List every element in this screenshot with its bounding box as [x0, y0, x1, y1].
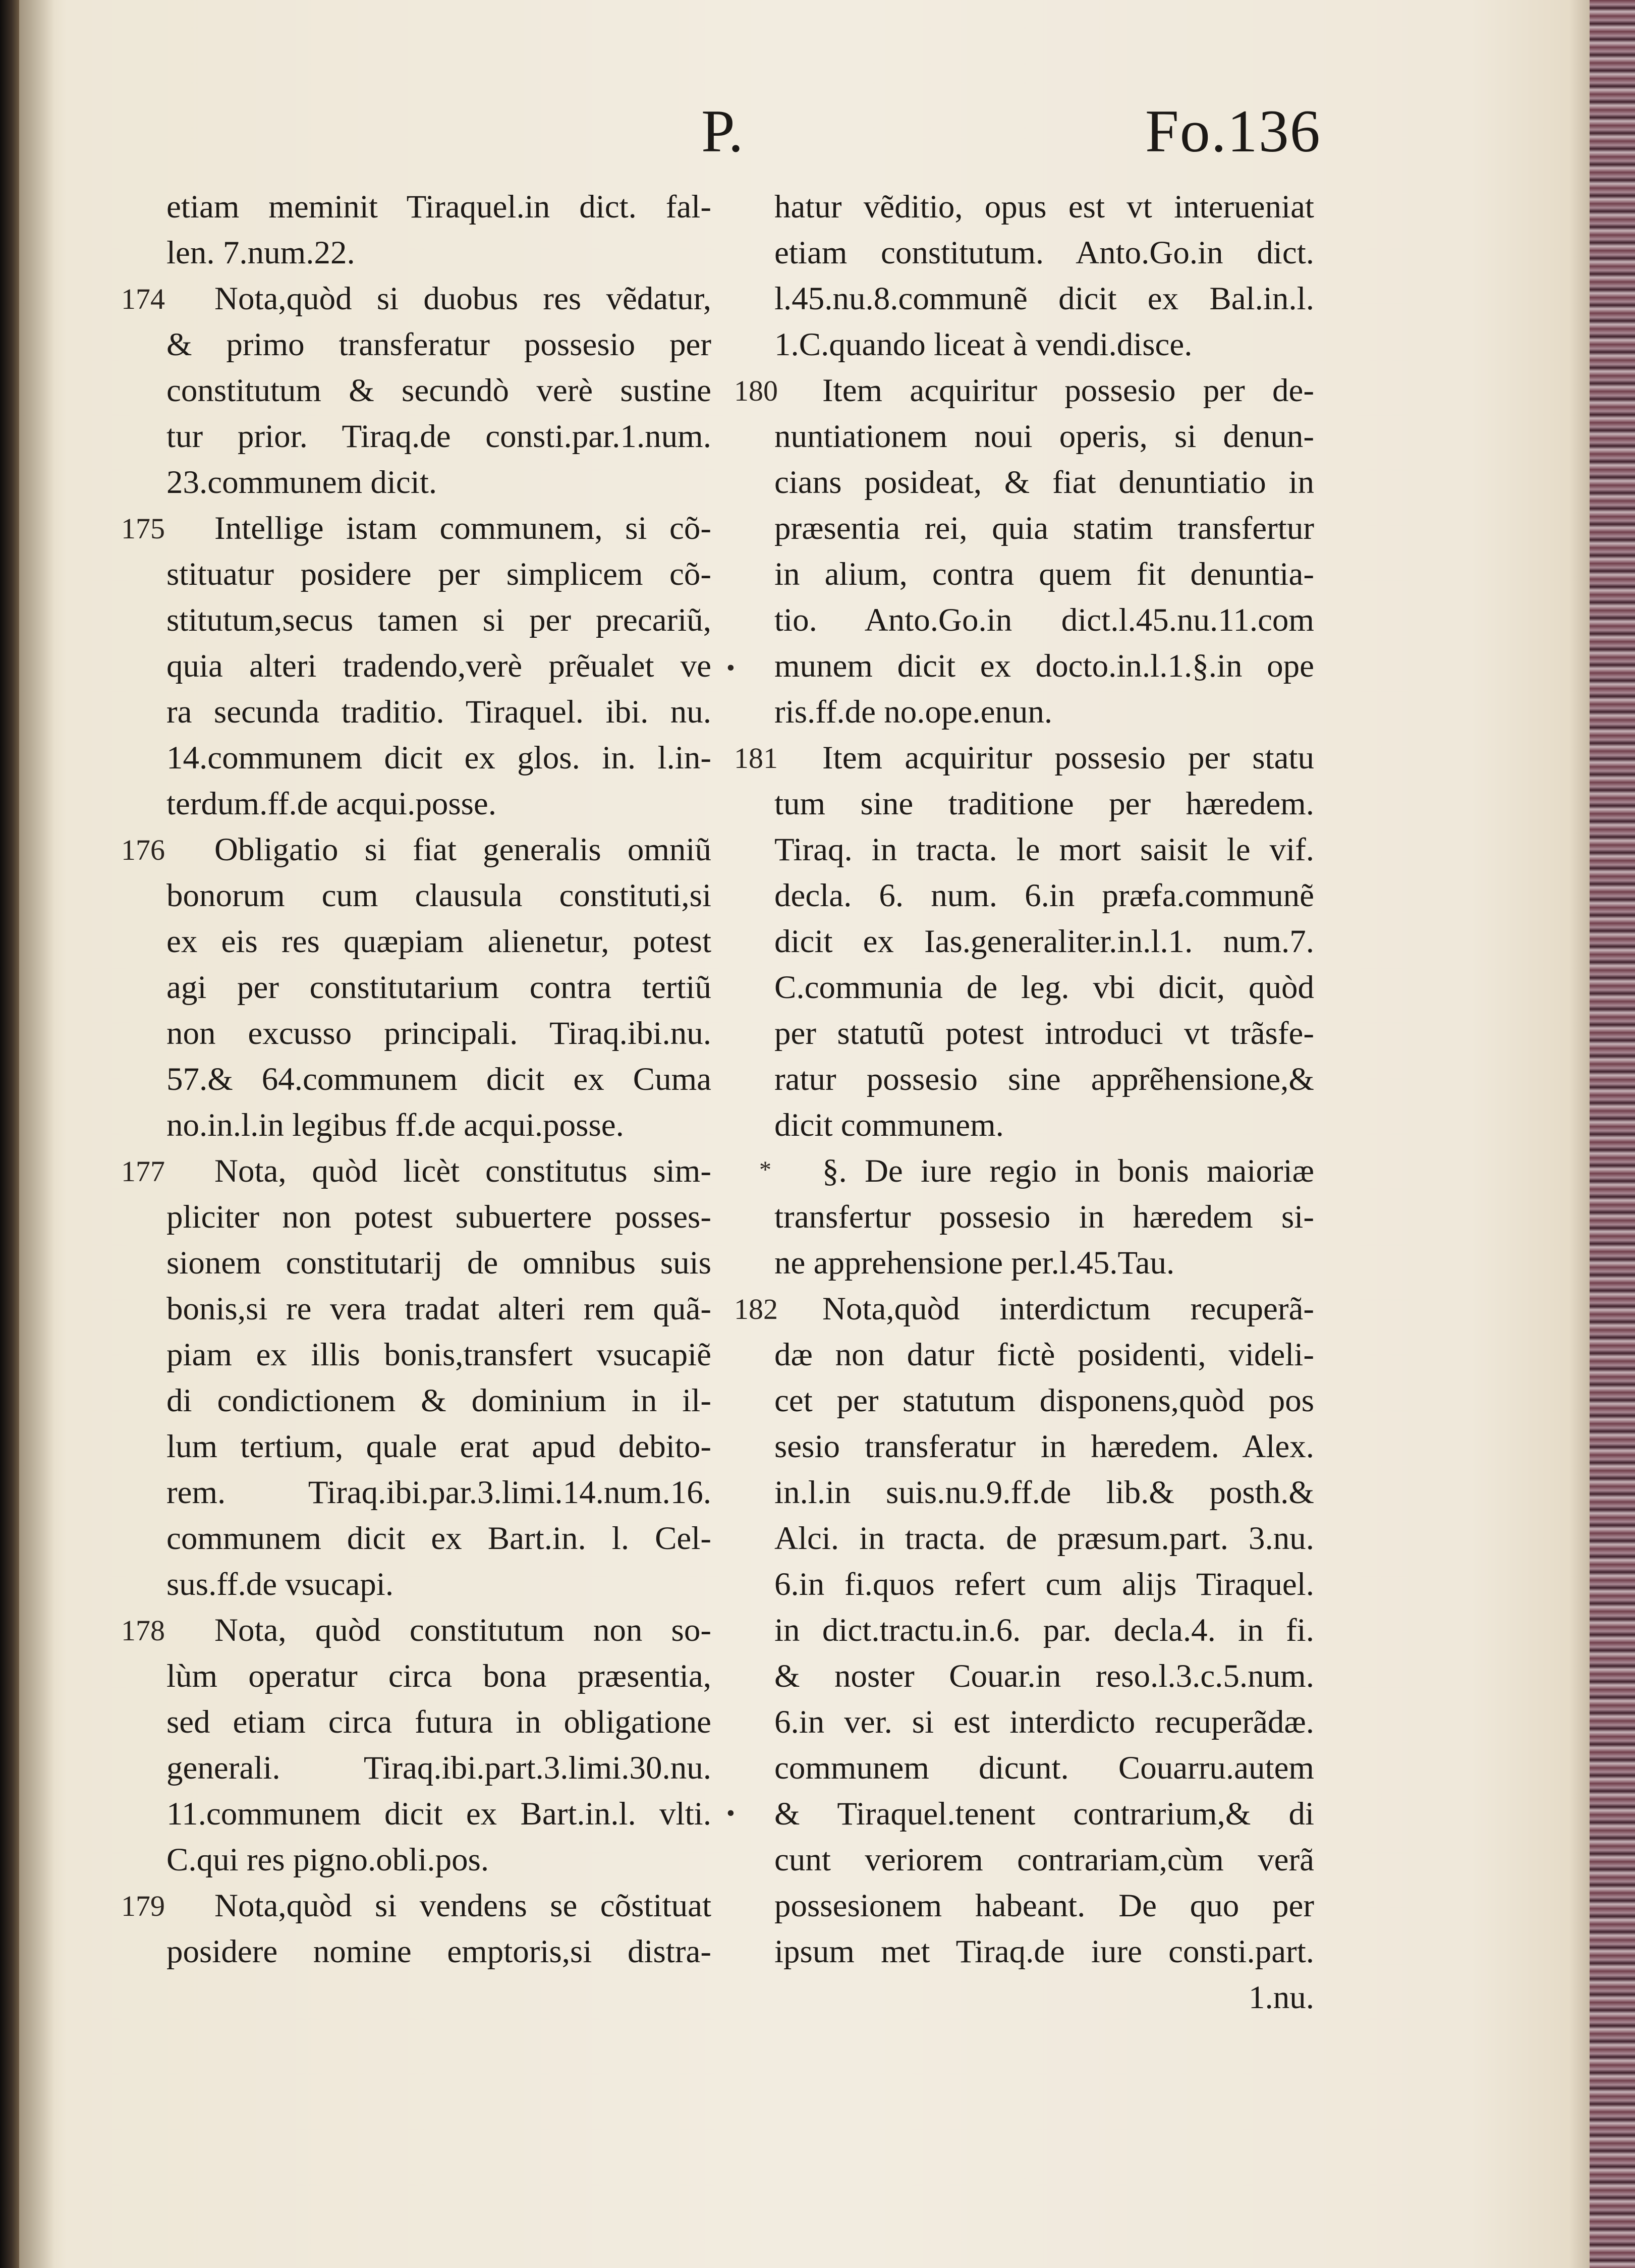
page-edge-shadow [1569, 0, 1590, 2268]
text-line [774, 1791, 1314, 1837]
line-text: tio. Anto.Go.in dict.l.45.nu.11.com [774, 602, 1314, 638]
line-text: cunt veriorem contrariam,cùm verã [774, 1842, 1314, 1878]
text-line [774, 1194, 1314, 1240]
text-line [166, 1745, 711, 1791]
line-text: bonorum cum clausula constituti,si [166, 877, 711, 914]
text-line [774, 414, 1314, 460]
paragraph-number: 175 [121, 512, 165, 545]
text-line [121, 1608, 711, 1653]
line-text: præsentia rei, quia statim transfertur [774, 510, 1314, 546]
line-text: dæ non datur fictè posidenti, videli- [774, 1337, 1314, 1373]
marginal-asterisk: • [726, 1800, 735, 1827]
text-line [166, 460, 711, 506]
line-text: ris.ff.de no.ope.enun. [774, 694, 1053, 730]
text-line [774, 1562, 1314, 1608]
line-text: piam ex illis bonis,transfert vsucapiẽ [166, 1337, 711, 1373]
text-line [166, 643, 711, 689]
gutter-shadow [19, 0, 54, 2268]
text-line [166, 781, 711, 827]
line-text: agi per constitutarium contra tertiũ [166, 969, 711, 1006]
text-line [166, 1240, 711, 1286]
line-text: 57.& 64.communem dicit ex Cuma [166, 1061, 711, 1097]
paragraph-number: 177 [121, 1155, 165, 1188]
line-text: bonis,si re vera tradat alteri rem quã- [166, 1291, 711, 1327]
line-text: 6.in fi.quos refert cum alijs Tiraquel. [774, 1566, 1314, 1602]
text-line [166, 735, 711, 781]
line-text: Item acquiritur possesio per statu [822, 740, 1314, 776]
line-text: Nota,quòd interdictum recuperã- [822, 1291, 1314, 1327]
text-line [774, 781, 1314, 827]
right-text-column [734, 184, 1314, 2021]
line-text: cet per statutum disponens,quòd pos [774, 1382, 1314, 1419]
line-text: Nota,quòd si vendens se cõstituat [214, 1888, 711, 1924]
line-text: ex eis res quæpiam alienetur, potest [166, 923, 711, 960]
text-line [166, 414, 711, 460]
paragraph-number: 180 [734, 374, 778, 407]
line-text: Intellige istam communem, si cõ- [214, 510, 711, 546]
text-line [166, 184, 711, 230]
marginal-asterisk: • [726, 654, 735, 681]
line-text: per statutũ potest introduci vt trãsfe- [774, 1015, 1314, 1052]
line-text: 1.C.quando liceat à vendi.disce. [774, 326, 1193, 363]
folio-number: Fo.136 [1145, 97, 1321, 164]
left-text-column [121, 184, 711, 1975]
text-line [774, 919, 1314, 965]
text-line [166, 1516, 711, 1562]
line-text: stitutum,secus tamen si per precariũ, [166, 602, 711, 638]
text-line [121, 1148, 711, 1194]
text-line [166, 1653, 711, 1699]
text-line [121, 1883, 711, 1929]
line-text: etiam meminit Tiraquel.in dict. fal- [166, 189, 711, 225]
line-text: non excusso principali. Tiraq.ibi.nu. [166, 1015, 711, 1052]
text-line [774, 1424, 1314, 1470]
running-head-letter: P. [701, 97, 744, 164]
text-line [774, 1883, 1314, 1929]
text-line [774, 965, 1314, 1011]
line-text: l.45.nu.8.communẽ dicit ex Bal.in.l. [774, 281, 1314, 317]
text-line [166, 1699, 711, 1745]
text-line [774, 1470, 1314, 1516]
line-text: tum sine traditione per hæredem. [774, 786, 1314, 822]
line-text: & Tiraquel.tenent contrarium,& di [774, 1796, 1314, 1832]
line-text: Item acquiritur possesio per de- [822, 372, 1314, 409]
line-text: sed etiam circa futura in obligatione [166, 1704, 711, 1740]
text-line [166, 1194, 711, 1240]
text-line [774, 689, 1314, 735]
line-text: Tiraq. in tracta. le mort saisit le vif. [774, 832, 1314, 868]
line-text: in alium, contra quem fit denuntia- [774, 556, 1314, 592]
text-line [774, 1102, 1314, 1148]
line-text: stituatur posidere per simplicem cõ- [166, 556, 711, 592]
text-line [734, 1286, 1314, 1332]
line-text: cians posideat, & fiat denuntiatio in [774, 464, 1314, 501]
text-line [166, 873, 711, 919]
paragraph-number: 181 [734, 742, 778, 775]
text-line [774, 551, 1314, 597]
text-line [121, 506, 711, 551]
line-text: communem dicunt. Couarru.autem [774, 1750, 1314, 1786]
line-text: sionem constitutarij de omnibus suis [166, 1245, 711, 1281]
line-text: & noster Couar.in reso.l.3.c.5.num. [774, 1658, 1314, 1694]
text-line [774, 1516, 1314, 1562]
text-line [774, 643, 1314, 689]
text-line [774, 1745, 1314, 1791]
line-text: di condictionem & dominium in il- [166, 1382, 711, 1419]
line-text: 11.communem dicit ex Bart.in.l. vlti. [166, 1796, 711, 1832]
text-line [166, 1057, 711, 1102]
binding-edge [0, 0, 19, 2268]
text-line [166, 1929, 711, 1975]
line-text: no.in.l.in legibus ff.de acqui.posse. [166, 1107, 624, 1143]
paragraph-number: 178 [121, 1614, 165, 1647]
line-text: generali. Tiraq.ibi.part.3.limi.30.nu. [166, 1750, 711, 1786]
line-text: dicit communem. [774, 1107, 1004, 1143]
line-text: rem. Tiraq.ibi.par.3.limi.14.num.16. [166, 1474, 711, 1511]
line-text: lùm operatur circa bona præsentia, [166, 1658, 711, 1694]
fore-edge [1590, 0, 1635, 2268]
text-line [121, 827, 711, 873]
paragraph-number: 182 [734, 1293, 778, 1325]
line-text: & primo transferatur possesio per [166, 326, 711, 363]
text-line [166, 322, 711, 368]
line-text: pliciter non potest subuertere posses- [166, 1199, 711, 1235]
text-line [774, 597, 1314, 643]
text-line [121, 276, 711, 322]
text-line [166, 1424, 711, 1470]
text-line [774, 276, 1314, 322]
text-line [166, 1332, 711, 1378]
text-line [166, 1791, 711, 1837]
line-text: 6.in ver. si est interdicto recuperãdæ. [774, 1704, 1314, 1740]
text-line [166, 965, 711, 1011]
text-line [774, 1837, 1314, 1883]
text-line [774, 1011, 1314, 1057]
text-line [166, 597, 711, 643]
text-line [774, 1148, 1314, 1194]
marginal-asterisk: * [759, 1156, 771, 1183]
text-line [166, 230, 711, 276]
line-text: transfertur possesio in hæredem si- [774, 1199, 1314, 1235]
text-line [774, 230, 1314, 276]
line-text: Alci. in tracta. de præsum.part. 3.nu. [774, 1520, 1314, 1557]
text-line [774, 873, 1314, 919]
text-line [774, 1240, 1314, 1286]
text-line [166, 1470, 711, 1516]
line-text: C.qui res pigno.obli.pos. [166, 1842, 489, 1878]
text-line [166, 1562, 711, 1608]
text-line [734, 735, 1314, 781]
line-text: constitutum & secundò verè sustine [166, 372, 711, 409]
line-text: sesio transferatur in hæredem. Alex. [774, 1428, 1314, 1465]
line-text: possesionem habeant. De quo per [774, 1888, 1314, 1924]
text-line [166, 1286, 711, 1332]
line-text: tur prior. Tiraq.de consti.par.1.num. [166, 418, 711, 455]
line-text: communem dicit ex Bart.in. l. Cel- [166, 1520, 711, 1557]
line-text: C.communia de leg. vbi dicit, quòd [774, 969, 1314, 1006]
text-line [774, 1378, 1314, 1424]
text-line [774, 1057, 1314, 1102]
line-text: len. 7.num.22. [166, 235, 355, 271]
text-line [166, 1837, 711, 1883]
line-text: 14.communem dicit ex glos. in. l.in- [166, 740, 711, 776]
line-text: dicit ex Ias.generaliter.in.l.1. num.7. [774, 923, 1314, 960]
text-line [774, 460, 1314, 506]
text-line [166, 1011, 711, 1057]
line-text: hatur vẽditio, opus est vt interueniat [774, 189, 1314, 225]
line-text: terdum.ff.de acqui.posse. [166, 786, 497, 822]
line-text: quia alteri tradendo,verè prẽualet ve [166, 648, 711, 684]
paragraph-number: 176 [121, 834, 165, 866]
line-text: ipsum met Tiraq.de iure consti.part. [774, 1933, 1314, 1970]
catchword: 1.nu. [1249, 1979, 1314, 2016]
text-line [774, 1608, 1314, 1653]
line-text: ne apprehensione per.l.45.Tau. [774, 1245, 1175, 1281]
line-text: Nota,quòd si duobus res vẽdatur, [214, 281, 711, 317]
text-line [774, 1929, 1314, 1975]
text-line [774, 827, 1314, 873]
line-text: nuntiationem noui operis, si denun- [774, 418, 1314, 455]
line-text: posidere nomine emptoris,si distra- [166, 1933, 711, 1970]
line-text: Obligatio si fiat generalis omniũ [214, 832, 711, 868]
line-text: ra secunda traditio. Tiraquel. ibi. nu. [166, 694, 711, 730]
text-line [774, 184, 1314, 230]
text-line [774, 322, 1314, 368]
text-line [774, 1699, 1314, 1745]
text-line [774, 1332, 1314, 1378]
text-line [774, 506, 1314, 551]
text-line [734, 368, 1314, 414]
text-line [166, 1102, 711, 1148]
line-text: etiam constitutum. Anto.Go.in dict. [774, 235, 1314, 271]
line-text: in.l.in suis.nu.9.ff.de lib.& posth.& [774, 1474, 1314, 1511]
line-text: lum tertium, quale erat apud debito- [166, 1428, 711, 1465]
line-text: sus.ff.de vsucapi. [166, 1566, 394, 1602]
line-text: munem dicit ex docto.in.l.1.§.in ope [774, 648, 1314, 684]
line-text: in dict.tractu.in.6. par. decla.4. in fi. [774, 1612, 1314, 1648]
paragraph-number: 179 [121, 1890, 165, 1922]
line-text: decla. 6. num. 6.in præfa.communẽ [774, 877, 1314, 914]
text-line [166, 1378, 711, 1424]
text-line [166, 368, 711, 414]
line-text: 23.communem dicit. [166, 464, 437, 501]
line-text: §. De iure regio in bonis maioriæ [822, 1153, 1314, 1189]
text-line [166, 551, 711, 597]
line-text: Nota, quòd constitutum non so- [214, 1612, 711, 1648]
paragraph-number: 174 [121, 283, 165, 315]
text-line [166, 919, 711, 965]
text-line [774, 1653, 1314, 1699]
text-line [166, 689, 711, 735]
text-line [774, 1975, 1314, 2021]
line-text: ratur possesio sine apprẽhensione,& [774, 1061, 1314, 1097]
line-text: Nota, quòd licèt constitutus sim- [214, 1153, 711, 1189]
